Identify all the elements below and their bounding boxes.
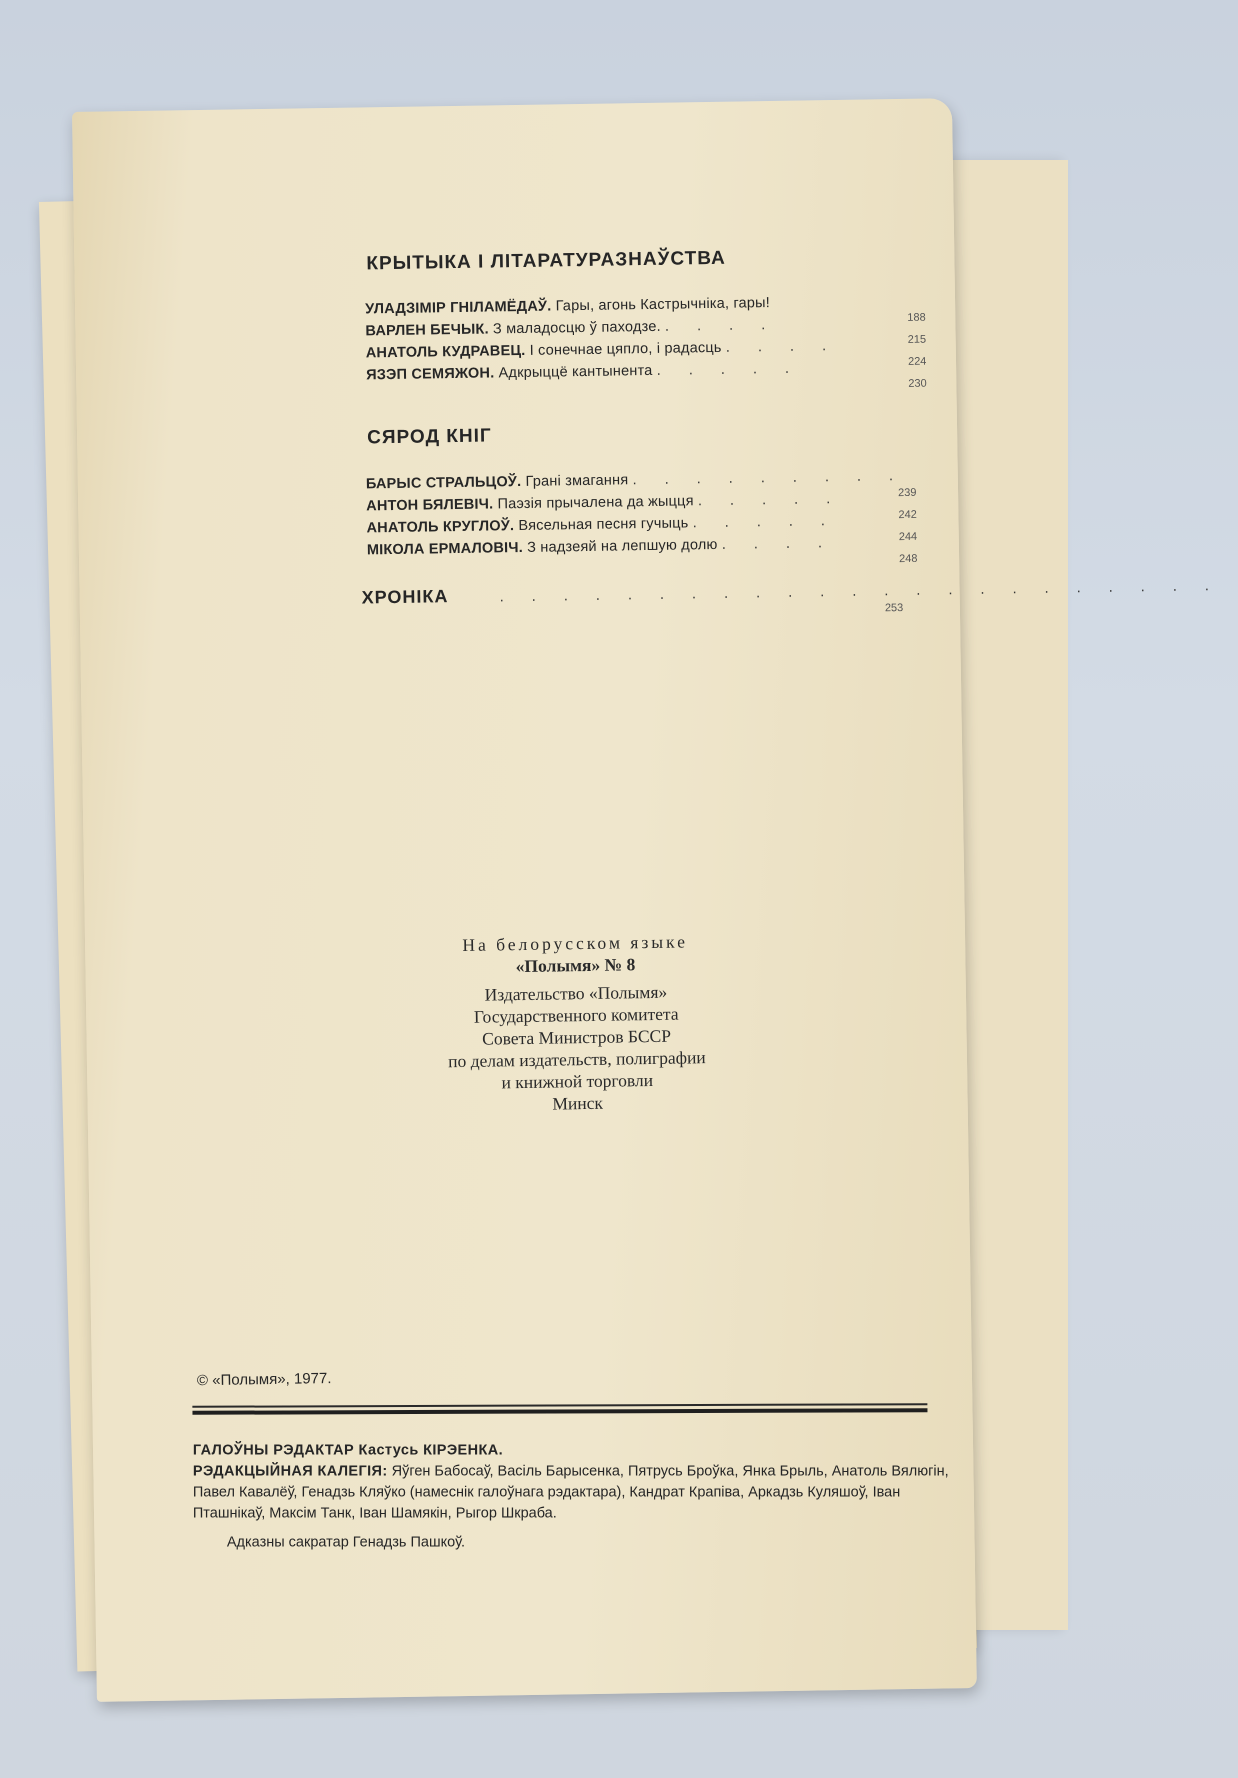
imprint-line: по делам издательств, полиграфии <box>447 1047 706 1072</box>
toc-entry: ВАРЛЕН БЕЧЫК. З маладосцю ў паходзе. . . . . <box>365 316 778 340</box>
leader-dots: . . . . <box>725 337 839 356</box>
page-content <box>72 98 1222 1702</box>
leader-dots: . . . . . <box>692 513 838 532</box>
imprint-issue: «Полымя» № 8 <box>515 954 636 977</box>
imprint-line: Минск <box>552 1092 604 1114</box>
editorial-staff <box>193 1440 953 1553</box>
page-number: 248 <box>899 552 918 566</box>
imprint-line: и книжной торговли <box>501 1069 654 1093</box>
page-number: 188 <box>907 311 926 324</box>
imprint-line: Государственного комитета <box>473 1003 679 1027</box>
toc-entry: АНАТОЛЬ КУДРАВЕЦ. І сонечнае цяпло, і радасць . . . . <box>365 337 839 362</box>
imprint-language: На белорусском языке <box>462 931 689 955</box>
toc-entry: АНАТОЛЬ КРУГЛОЎ. Вясельная песня гучыць . . . . . <box>366 513 838 537</box>
editorial-board-names: Яўген Бабосаў, Васіль Барысенка, Пятрусь Броўка, Янка Брыль, Анатоль Вялюгін, Павел Кавалёў, Генадзь Кляўко (намеснік галоўнага рэдактара), Кандрат Крапіва, Аркадзь Куляшоў, Іван Пташнікаў, Максім Танк, Іван Шамякін, Рыгор Шкраба. <box>192 1463 949 1522</box>
toc-entry: БАРЫС СТРАЛЬЦОЎ. Грані змагання . . . . . . . . . <box>365 467 906 493</box>
toc-entry: МІКОЛА ЕРМАЛОВІЧ. З надзеяй на лепшую долю . . . . <box>366 535 835 559</box>
page-number: 242 <box>898 508 917 522</box>
leader-dots: . . . . . . . . . <box>632 467 906 489</box>
page-number: 230 <box>908 377 927 390</box>
toc-entry: ЯЗЭП СЕМЯЖОН. Адкрыццё кантынента . . . . . <box>366 360 802 384</box>
page-number: 224 <box>907 355 927 368</box>
copyright-notice: © «Полымя», 1977. <box>196 1370 332 1390</box>
divider-thin <box>192 1403 927 1407</box>
editorial-board-label: РЭДАКЦЫЙНАЯ КАЛЕГІЯ: <box>192 1463 388 1480</box>
toc-entry: УЛАДЗІМІР ГНІЛАМЁДАЎ. Гары, агонь Кастрычніка, гары! <box>365 295 771 318</box>
divider-thick <box>192 1408 927 1415</box>
page-number: 244 <box>898 530 918 544</box>
page-number: 253 <box>884 602 904 615</box>
leader-dots: . . . . . <box>656 360 802 379</box>
imprint-block <box>385 929 768 1117</box>
imprint-line: Совета Министров БССР <box>482 1025 672 1049</box>
chief-editor: ГАЛОЎНЫ РЭДАКТАР Кастусь КІРЭЕНКА. <box>192 1442 504 1459</box>
editorial-board <box>193 1461 953 1524</box>
section-title-criticism: КРЫТЫКА І ЛІТАРАТУРАЗНАЎСТВА <box>366 247 726 275</box>
leader-dots: . . . . . <box>697 490 843 510</box>
leader-dots: . . . . <box>664 316 778 335</box>
section-title-among-books: СЯРОД КНІГ <box>366 425 492 449</box>
page-number: 239 <box>897 486 917 500</box>
toc-entry: АНТОН БЯЛЕВІЧ. Паэзія прычалена да жыцця . . . . . <box>366 490 843 515</box>
page-number: 215 <box>907 333 927 346</box>
section-title-chronicle: ХРОНІКА <box>361 586 449 608</box>
executive-secretary: Адказны сакратар Генадзь Пашкоў. <box>226 1534 466 1551</box>
document-page <box>72 98 1222 1702</box>
leader-dots: . . . . <box>721 535 835 553</box>
imprint-line: Издательство «Полымя» <box>484 981 668 1005</box>
leader-dots-chronicle: . . . . . . . . . . . . . . . . . . . . . . . <box>499 578 1222 606</box>
